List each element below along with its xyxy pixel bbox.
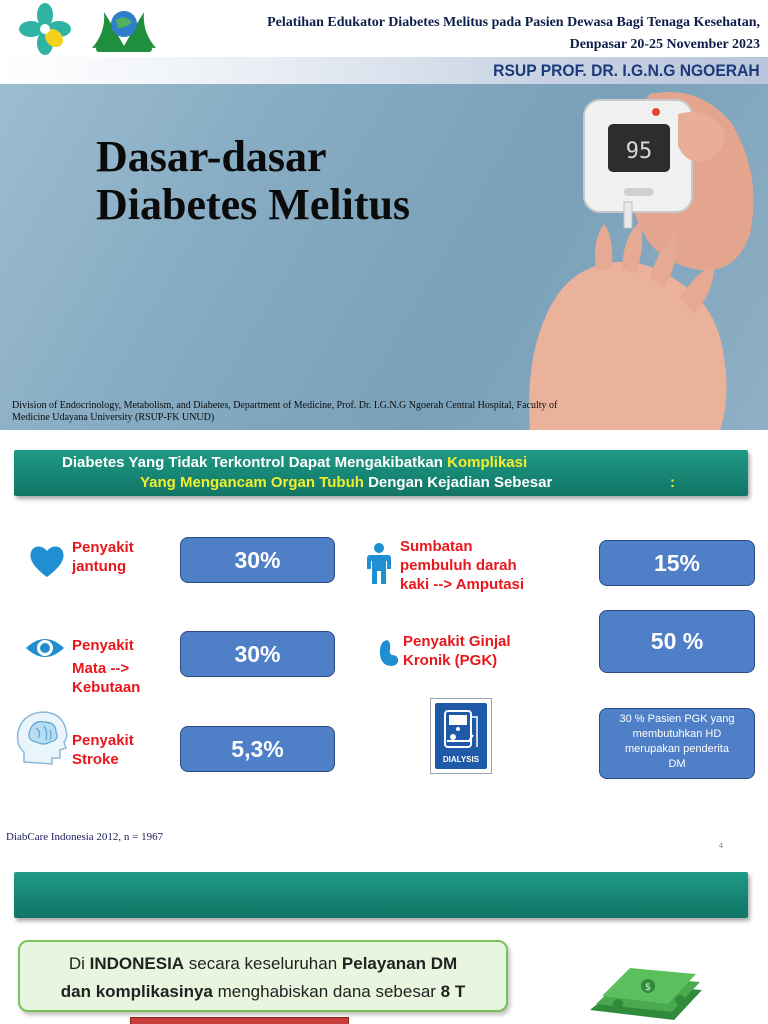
cost-line-2 — [20, 978, 506, 1006]
banner-highlight-organ: Yang Mengancam Organ Tubuh — [140, 474, 364, 491]
dialysis-sign — [430, 698, 492, 774]
complication-banner — [14, 450, 748, 496]
label-line: Mata --> — [72, 660, 130, 677]
banner-text: Diabetes Yang Tidak Terkontrol Dapat Mengakibatkan — [62, 454, 448, 471]
value-amputasi: 15% — [599, 540, 755, 586]
person-icon — [366, 543, 392, 585]
title-line-2: Diabetes Melitus — [96, 180, 411, 229]
cost-text-bold: 8 T — [440, 982, 466, 1001]
label-line: Penyakit — [72, 732, 134, 749]
dialysis-label: DIALYSIS — [442, 755, 480, 764]
label-line: Stroke — [72, 751, 119, 768]
cost-text: Di — [68, 954, 90, 973]
dialysis-machine-icon — [441, 707, 481, 751]
title-line-1: Dasar-dasar — [96, 132, 327, 181]
glucose-meter-photo — [500, 84, 768, 430]
label-sumbatan-pembuluh — [400, 537, 524, 594]
banner-line-1 — [62, 454, 527, 471]
department-credit: Division of Endocrinology, Metabolism, and Diabetes, Department of Medicine, Prof. Dr. I.G.N.G Ngoerah Central Hospital, Faculty of Medicine Udayana University (RSUP-FK UNUD) — [12, 400, 558, 423]
svg-text:$: $ — [644, 982, 652, 993]
label-line: Penyakit — [72, 637, 134, 654]
brain-icon — [14, 708, 70, 768]
value-stroke: 5,3% — [180, 726, 335, 772]
label-penyakit-stroke — [72, 731, 134, 769]
money-stack-icon — [582, 960, 708, 1024]
label-line: pembuluh darah — [400, 557, 517, 574]
section-banner — [14, 872, 748, 918]
pgk-hd-note — [599, 708, 755, 779]
header-hospital-name: RSUP PROF. DR. I.G.N.G NGOERAH — [493, 61, 760, 80]
label-line: jantung — [72, 558, 127, 575]
cost-text-bold: INDONESIA — [89, 954, 185, 973]
meter-reading: 95 — [625, 139, 653, 164]
label-line: Kebutaan — [72, 679, 141, 696]
value-ginjal: 50 % — [599, 610, 755, 673]
label-line: Penyakit — [72, 539, 134, 556]
label-line: Penyakit Ginjal — [403, 633, 511, 650]
red-label-bar — [130, 1017, 349, 1024]
label-penyakit-mata — [72, 636, 140, 697]
label-line: kaki --> Amputasi — [400, 576, 525, 593]
label-line: Kronik (PGK) — [403, 652, 498, 669]
value-jantung: 30% — [180, 537, 335, 583]
dialysis-panel — [435, 703, 487, 769]
data-source: DiabCare Indonesia 2012, n = 1967 — [6, 831, 164, 843]
banner-highlight-komplikasi: Komplikasi — [447, 454, 528, 471]
header-training-title: Pelatihan Edukator Diabetes Melitus pada Pasien Dewasa Bagi Tenaga Kesehatan, — [267, 15, 760, 30]
cost-text-bold: dan komplikasinya — [60, 982, 213, 1001]
value-mata: 30% — [180, 631, 335, 677]
cost-text-bold: Pelayanan DM — [341, 954, 458, 973]
banner-colon: : — [670, 474, 675, 491]
cost-text: secara keseluruhan — [184, 954, 342, 973]
page-number: 4 — [719, 841, 723, 850]
hospital-logo — [86, 2, 162, 56]
banner-text-2: Dengan Kejadian Sebesar — [363, 474, 553, 491]
ministry-logo — [18, 2, 72, 56]
cost-line-1 — [20, 950, 506, 978]
eye-icon — [24, 632, 66, 664]
slide-title — [96, 133, 410, 229]
kidney-icon — [378, 638, 400, 668]
note-line: merupakan penderita — [625, 743, 729, 755]
note-line: membutuhkan HD — [632, 728, 722, 740]
note-line: 30 % Pasien PGK yang — [619, 713, 735, 725]
cost-statement-box — [18, 940, 508, 1012]
label-penyakit-ginjal — [403, 632, 511, 670]
banner-line-2 — [140, 474, 552, 491]
heart-icon — [28, 542, 66, 580]
label-penyakit-jantung — [72, 538, 134, 576]
title-slide — [0, 0, 768, 430]
cost-text: menghabiskan dana sebesar — [212, 982, 441, 1001]
label-line: Sumbatan — [400, 538, 473, 555]
note-line: DM — [668, 758, 686, 770]
header-date-location: Denpasar 20-25 November 2023 — [569, 37, 760, 52]
